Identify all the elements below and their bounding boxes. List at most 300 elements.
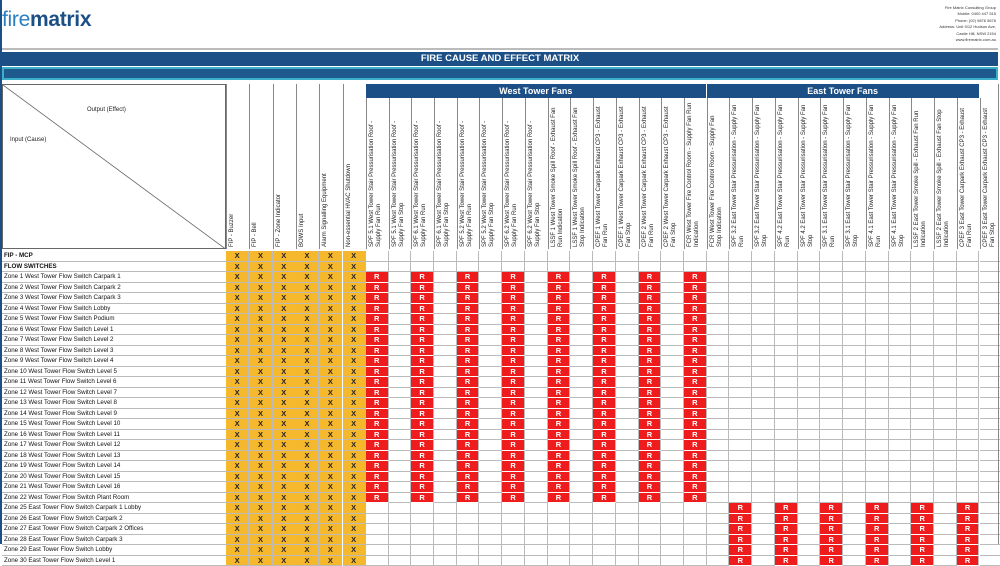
cell-empty[interactable] (729, 262, 752, 273)
cell-empty[interactable] (729, 314, 752, 325)
cell-empty[interactable] (729, 472, 752, 483)
cell-x-mark[interactable]: X (273, 272, 296, 283)
cell-empty[interactable] (911, 293, 934, 304)
cell-empty[interactable] (866, 451, 889, 462)
cell-x-mark[interactable]: X (319, 325, 342, 336)
cell-empty[interactable] (798, 377, 821, 388)
cell-empty[interactable] (389, 482, 412, 493)
cell-empty[interactable] (661, 535, 684, 546)
cell-x-mark[interactable]: X (296, 514, 319, 525)
cell-empty[interactable] (957, 388, 980, 399)
cell-r-mark[interactable]: R (775, 535, 798, 546)
cell-empty[interactable] (820, 440, 843, 451)
cell-empty[interactable] (957, 262, 980, 273)
cell-empty[interactable] (434, 388, 457, 399)
row-label[interactable]: Zone 28 East Tower Flow Switch Carpark 3 (2, 535, 226, 546)
cell-x-mark[interactable]: X (343, 451, 366, 462)
cell-empty[interactable] (502, 524, 525, 535)
cell-empty[interactable] (843, 472, 866, 483)
cell-x-mark[interactable]: X (226, 461, 249, 472)
cell-empty[interactable] (525, 514, 548, 525)
cell-empty[interactable] (366, 503, 389, 514)
cell-empty[interactable] (889, 493, 912, 504)
column-header[interactable] (570, 98, 593, 249)
cell-r-mark[interactable]: R (639, 482, 662, 493)
cell-empty[interactable] (911, 377, 934, 388)
cell-x-mark[interactable]: X (343, 367, 366, 378)
cell-x-mark[interactable]: X (249, 293, 272, 304)
cell-r-mark[interactable]: R (593, 461, 616, 472)
column-header[interactable] (548, 98, 571, 249)
cell-empty[interactable] (661, 293, 684, 304)
cell-empty[interactable] (593, 262, 616, 273)
cell-empty[interactable] (570, 409, 593, 420)
cell-empty[interactable] (934, 482, 957, 493)
cell-r-mark[interactable]: R (366, 325, 389, 336)
cell-empty[interactable] (616, 493, 639, 504)
cell-empty[interactable] (707, 262, 730, 273)
cell-empty[interactable] (798, 346, 821, 357)
cell-empty[interactable] (411, 251, 434, 262)
cell-x-mark[interactable]: X (296, 314, 319, 325)
cell-r-mark[interactable]: R (502, 493, 525, 504)
cell-empty[interactable] (934, 503, 957, 514)
cell-empty[interactable] (911, 304, 934, 315)
cell-empty[interactable] (798, 409, 821, 420)
row-label[interactable]: Zone 17 West Tower Flow Switch Level 12 (2, 440, 226, 451)
cell-r-mark[interactable]: R (548, 398, 571, 409)
cell-empty[interactable] (707, 377, 730, 388)
cell-empty[interactable] (434, 482, 457, 493)
cell-empty[interactable] (434, 430, 457, 441)
cell-empty[interactable] (775, 472, 798, 483)
cell-empty[interactable] (798, 556, 821, 566)
cell-empty[interactable] (980, 493, 1000, 504)
cell-x-mark[interactable]: X (343, 346, 366, 357)
cell-empty[interactable] (775, 409, 798, 420)
cell-r-mark[interactable]: R (548, 451, 571, 462)
cell-r-mark[interactable]: R (457, 314, 480, 325)
row-label[interactable]: Zone 9 West Tower Flow Switch Level 4 (2, 356, 226, 367)
cell-empty[interactable] (389, 556, 412, 566)
cell-r-mark[interactable]: R (457, 451, 480, 462)
cell-empty[interactable] (775, 440, 798, 451)
cell-r-mark[interactable]: R (548, 493, 571, 504)
cell-empty[interactable] (434, 304, 457, 315)
cell-empty[interactable] (457, 262, 480, 273)
cell-empty[interactable] (775, 430, 798, 441)
cell-empty[interactable] (889, 346, 912, 357)
column-header[interactable] (684, 98, 707, 249)
cell-empty[interactable] (570, 272, 593, 283)
cell-empty[interactable] (798, 535, 821, 546)
cell-empty[interactable] (729, 493, 752, 504)
cell-r-mark[interactable]: R (457, 356, 480, 367)
cell-empty[interactable] (866, 472, 889, 483)
cell-empty[interactable] (684, 524, 707, 535)
cell-empty[interactable] (980, 472, 1000, 483)
cell-x-mark[interactable]: X (249, 430, 272, 441)
cell-empty[interactable] (820, 493, 843, 504)
cell-empty[interactable] (934, 556, 957, 566)
cell-empty[interactable] (457, 514, 480, 525)
cell-x-mark[interactable]: X (273, 367, 296, 378)
cell-empty[interactable] (820, 461, 843, 472)
cell-empty[interactable] (479, 556, 502, 566)
cell-empty[interactable] (889, 461, 912, 472)
cell-empty[interactable] (479, 461, 502, 472)
cell-x-mark[interactable]: X (319, 262, 342, 273)
cell-empty[interactable] (525, 419, 548, 430)
row-label[interactable]: Zone 18 West Tower Flow Switch Level 13 (2, 451, 226, 462)
cell-empty[interactable] (434, 472, 457, 483)
cell-r-mark[interactable]: R (639, 377, 662, 388)
cell-empty[interactable] (957, 335, 980, 346)
cell-empty[interactable] (957, 440, 980, 451)
cell-x-mark[interactable]: X (296, 409, 319, 420)
cell-empty[interactable] (729, 440, 752, 451)
cell-empty[interactable] (525, 262, 548, 273)
cell-empty[interactable] (684, 262, 707, 273)
cell-empty[interactable] (661, 430, 684, 441)
cell-empty[interactable] (411, 262, 434, 273)
cell-r-mark[interactable]: R (639, 356, 662, 367)
cell-r-mark[interactable]: R (593, 398, 616, 409)
cell-x-mark[interactable]: X (296, 556, 319, 566)
cell-r-mark[interactable]: R (911, 535, 934, 546)
cell-r-mark[interactable]: R (911, 524, 934, 535)
cell-empty[interactable] (525, 482, 548, 493)
cell-empty[interactable] (389, 472, 412, 483)
cell-empty[interactable] (411, 524, 434, 535)
cell-empty[interactable] (548, 251, 571, 262)
cell-r-mark[interactable]: R (957, 514, 980, 525)
cell-empty[interactable] (866, 251, 889, 262)
cell-empty[interactable] (389, 524, 412, 535)
cell-x-mark[interactable]: X (273, 535, 296, 546)
cell-empty[interactable] (616, 409, 639, 420)
cell-empty[interactable] (934, 377, 957, 388)
column-header[interactable] (319, 84, 342, 249)
cell-x-mark[interactable]: X (249, 388, 272, 399)
cell-empty[interactable] (911, 409, 934, 420)
column-header[interactable] (775, 98, 798, 249)
row-label[interactable]: Zone 22 West Tower Flow Switch Plant Room (2, 493, 226, 504)
cell-empty[interactable] (707, 367, 730, 378)
cell-r-mark[interactable]: R (684, 377, 707, 388)
cell-empty[interactable] (479, 430, 502, 441)
column-header[interactable] (934, 98, 957, 249)
cell-empty[interactable] (707, 325, 730, 336)
cell-empty[interactable] (775, 451, 798, 462)
cell-empty[interactable] (980, 335, 1000, 346)
cell-empty[interactable] (911, 251, 934, 262)
cell-r-mark[interactable]: R (411, 388, 434, 399)
cell-empty[interactable] (570, 335, 593, 346)
cell-r-mark[interactable]: R (411, 440, 434, 451)
cell-empty[interactable] (752, 482, 775, 493)
cell-empty[interactable] (616, 451, 639, 462)
cell-empty[interactable] (957, 377, 980, 388)
cell-r-mark[interactable]: R (457, 409, 480, 420)
row-label[interactable]: Zone 11 West Tower Flow Switch Level 6 (2, 377, 226, 388)
column-header[interactable] (752, 98, 775, 249)
cell-empty[interactable] (934, 545, 957, 556)
cell-empty[interactable] (639, 556, 662, 566)
cell-r-mark[interactable]: R (366, 419, 389, 430)
cell-empty[interactable] (820, 451, 843, 462)
cell-empty[interactable] (775, 272, 798, 283)
cell-empty[interactable] (661, 482, 684, 493)
cell-r-mark[interactable]: R (411, 409, 434, 420)
cell-x-mark[interactable]: X (273, 325, 296, 336)
cell-empty[interactable] (752, 535, 775, 546)
cell-empty[interactable] (798, 472, 821, 483)
cell-empty[interactable] (866, 262, 889, 273)
cell-empty[interactable] (570, 377, 593, 388)
cell-empty[interactable] (707, 493, 730, 504)
cell-empty[interactable] (616, 556, 639, 566)
cell-empty[interactable] (616, 251, 639, 262)
cell-empty[interactable] (798, 419, 821, 430)
cell-empty[interactable] (752, 314, 775, 325)
cell-x-mark[interactable]: X (273, 251, 296, 262)
cell-x-mark[interactable]: X (296, 493, 319, 504)
cell-x-mark[interactable]: X (226, 377, 249, 388)
cell-empty[interactable] (820, 262, 843, 273)
cell-empty[interactable] (661, 283, 684, 294)
cell-empty[interactable] (707, 293, 730, 304)
cell-r-mark[interactable]: R (411, 377, 434, 388)
cell-x-mark[interactable]: X (226, 472, 249, 483)
cell-empty[interactable] (434, 325, 457, 336)
cell-x-mark[interactable]: X (273, 335, 296, 346)
cell-r-mark[interactable]: R (775, 545, 798, 556)
cell-r-mark[interactable]: R (457, 493, 480, 504)
cell-r-mark[interactable]: R (820, 514, 843, 525)
cell-x-mark[interactable]: X (343, 325, 366, 336)
cell-empty[interactable] (752, 493, 775, 504)
cell-r-mark[interactable]: R (639, 409, 662, 420)
cell-empty[interactable] (911, 482, 934, 493)
cell-empty[interactable] (775, 325, 798, 336)
cell-empty[interactable] (866, 409, 889, 420)
column-header[interactable] (389, 98, 412, 249)
cell-empty[interactable] (570, 514, 593, 525)
cell-empty[interactable] (548, 535, 571, 546)
cell-empty[interactable] (775, 335, 798, 346)
cell-x-mark[interactable]: X (249, 346, 272, 357)
cell-empty[interactable] (525, 346, 548, 357)
cell-empty[interactable] (366, 262, 389, 273)
cell-empty[interactable] (729, 272, 752, 283)
cell-empty[interactable] (389, 461, 412, 472)
cell-empty[interactable] (934, 493, 957, 504)
cell-empty[interactable] (980, 377, 1000, 388)
cell-r-mark[interactable]: R (411, 293, 434, 304)
cell-empty[interactable] (889, 440, 912, 451)
cell-x-mark[interactable]: X (296, 272, 319, 283)
cell-r-mark[interactable]: R (684, 430, 707, 441)
cell-empty[interactable] (957, 398, 980, 409)
cell-empty[interactable] (798, 272, 821, 283)
cell-empty[interactable] (980, 430, 1000, 441)
cell-empty[interactable] (820, 251, 843, 262)
cell-empty[interactable] (548, 514, 571, 525)
cell-empty[interactable] (389, 293, 412, 304)
cell-empty[interactable] (752, 346, 775, 357)
cell-empty[interactable] (752, 430, 775, 441)
cell-r-mark[interactable]: R (684, 388, 707, 399)
cell-empty[interactable] (479, 409, 502, 420)
cell-x-mark[interactable]: X (273, 451, 296, 462)
cell-x-mark[interactable]: X (273, 482, 296, 493)
cell-empty[interactable] (661, 346, 684, 357)
cell-empty[interactable] (843, 514, 866, 525)
column-header[interactable] (457, 98, 480, 249)
cell-empty[interactable] (684, 251, 707, 262)
cell-r-mark[interactable]: R (820, 524, 843, 535)
cell-empty[interactable] (934, 535, 957, 546)
column-header[interactable] (866, 98, 889, 249)
cell-r-mark[interactable]: R (957, 503, 980, 514)
cell-empty[interactable] (570, 503, 593, 514)
cell-empty[interactable] (525, 325, 548, 336)
cell-empty[interactable] (752, 293, 775, 304)
cell-empty[interactable] (434, 535, 457, 546)
cell-empty[interactable] (729, 325, 752, 336)
cell-empty[interactable] (570, 304, 593, 315)
cell-empty[interactable] (798, 430, 821, 441)
cell-r-mark[interactable]: R (684, 461, 707, 472)
cell-empty[interactable] (570, 482, 593, 493)
cell-empty[interactable] (934, 325, 957, 336)
cell-empty[interactable] (843, 367, 866, 378)
cell-empty[interactable] (411, 503, 434, 514)
cell-r-mark[interactable]: R (593, 482, 616, 493)
cell-empty[interactable] (729, 367, 752, 378)
cell-x-mark[interactable]: X (343, 503, 366, 514)
cell-x-mark[interactable]: X (319, 367, 342, 378)
cell-empty[interactable] (820, 367, 843, 378)
cell-empty[interactable] (570, 524, 593, 535)
cell-r-mark[interactable]: R (593, 314, 616, 325)
column-header[interactable] (661, 98, 684, 249)
cell-x-mark[interactable]: X (249, 535, 272, 546)
cell-r-mark[interactable]: R (366, 377, 389, 388)
cell-empty[interactable] (661, 367, 684, 378)
cell-empty[interactable] (661, 493, 684, 504)
cell-x-mark[interactable]: X (319, 356, 342, 367)
cell-empty[interactable] (525, 451, 548, 462)
cell-empty[interactable] (775, 493, 798, 504)
cell-x-mark[interactable]: X (319, 524, 342, 535)
cell-r-mark[interactable]: R (639, 335, 662, 346)
column-header[interactable] (820, 98, 843, 249)
cell-empty[interactable] (684, 514, 707, 525)
cell-empty[interactable] (775, 283, 798, 294)
cell-empty[interactable] (775, 251, 798, 262)
cell-x-mark[interactable]: X (249, 272, 272, 283)
cell-empty[interactable] (389, 545, 412, 556)
cell-empty[interactable] (479, 335, 502, 346)
cell-r-mark[interactable]: R (593, 367, 616, 378)
cell-x-mark[interactable]: X (296, 346, 319, 357)
cell-r-mark[interactable]: R (366, 314, 389, 325)
cell-x-mark[interactable]: X (319, 419, 342, 430)
cell-r-mark[interactable]: R (457, 346, 480, 357)
column-header[interactable] (366, 98, 389, 249)
cell-empty[interactable] (389, 325, 412, 336)
cell-empty[interactable] (934, 524, 957, 535)
cell-empty[interactable] (593, 251, 616, 262)
cell-empty[interactable] (820, 430, 843, 441)
cell-empty[interactable] (911, 283, 934, 294)
cell-empty[interactable] (707, 304, 730, 315)
cell-r-mark[interactable]: R (729, 556, 752, 566)
cell-empty[interactable] (820, 398, 843, 409)
cell-empty[interactable] (911, 419, 934, 430)
cell-empty[interactable] (479, 503, 502, 514)
cell-empty[interactable] (593, 556, 616, 566)
cell-empty[interactable] (457, 251, 480, 262)
cell-r-mark[interactable]: R (502, 440, 525, 451)
cell-empty[interactable] (548, 503, 571, 514)
cell-empty[interactable] (525, 377, 548, 388)
column-header[interactable] (273, 84, 296, 249)
column-header[interactable] (343, 84, 366, 249)
cell-empty[interactable] (934, 398, 957, 409)
cell-empty[interactable] (479, 293, 502, 304)
cell-r-mark[interactable]: R (366, 335, 389, 346)
row-label[interactable]: Zone 20 West Tower Flow Switch Level 15 (2, 472, 226, 483)
cell-empty[interactable] (980, 524, 1000, 535)
cell-r-mark[interactable]: R (548, 335, 571, 346)
cell-x-mark[interactable]: X (296, 356, 319, 367)
cell-x-mark[interactable]: X (226, 388, 249, 399)
cell-r-mark[interactable]: R (593, 304, 616, 315)
cell-empty[interactable] (889, 262, 912, 273)
cell-x-mark[interactable]: X (273, 503, 296, 514)
cell-empty[interactable] (798, 514, 821, 525)
cell-x-mark[interactable]: X (319, 335, 342, 346)
cell-empty[interactable] (911, 430, 934, 441)
cell-empty[interactable] (639, 535, 662, 546)
cell-empty[interactable] (798, 461, 821, 472)
cell-x-mark[interactable]: X (273, 461, 296, 472)
cell-empty[interactable] (616, 272, 639, 283)
cell-empty[interactable] (525, 430, 548, 441)
cell-empty[interactable] (479, 272, 502, 283)
cell-x-mark[interactable]: X (343, 461, 366, 472)
cell-empty[interactable] (707, 314, 730, 325)
cell-empty[interactable] (843, 398, 866, 409)
cell-empty[interactable] (479, 545, 502, 556)
cell-r-mark[interactable]: R (548, 472, 571, 483)
cell-empty[interactable] (525, 398, 548, 409)
cell-empty[interactable] (525, 493, 548, 504)
cell-empty[interactable] (775, 262, 798, 273)
cell-empty[interactable] (616, 503, 639, 514)
cell-empty[interactable] (661, 251, 684, 262)
cell-x-mark[interactable]: X (226, 535, 249, 546)
cell-r-mark[interactable]: R (593, 272, 616, 283)
cell-empty[interactable] (866, 283, 889, 294)
cell-r-mark[interactable]: R (729, 535, 752, 546)
cell-r-mark[interactable]: R (639, 283, 662, 294)
cell-x-mark[interactable]: X (319, 461, 342, 472)
cell-x-mark[interactable]: X (296, 283, 319, 294)
